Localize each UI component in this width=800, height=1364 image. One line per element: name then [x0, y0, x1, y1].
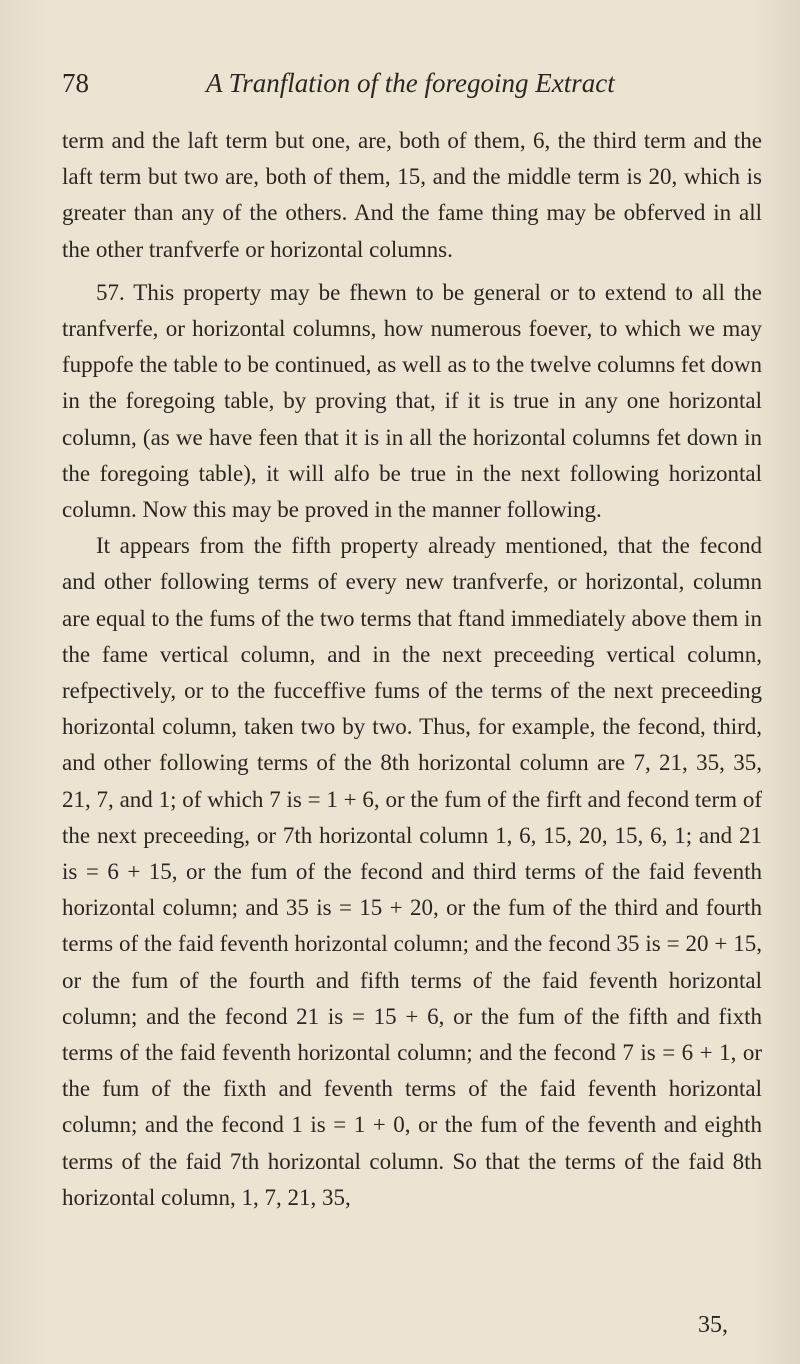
page-header — [62, 68, 762, 98]
paragraph-continuation: term and the laft term but one, are, both of them, 6, the third term and the laft term but two are, both of them, 15, and the middle term is 20, which is greater than any of the others. And the fame thing may be obferved in all the other tranfverfe or horizontal columns. — [62, 128, 762, 262]
paragraph-section-57: 57. This property may be fhewn to be general or to extend to all the tranfverfe, or horizontal columns, how numerous foever, to which we may fuppofe the table to be continued, as well as to the twelve columns fet down in the foregoing table, by proving that, if it is true in any one horizontal column, (as we have feen that it is in all the horizontal columns fet down in the foregoing table), it will alfo be true in the next following horizontal column. Now this may be proved in the manner following. — [62, 279, 762, 523]
page-number: 78 — [62, 68, 89, 98]
body-text — [62, 123, 762, 1216]
paragraph-fifth-property: It appears from the fifth property already mentioned, that the fecond and other following terms of every new tranfverfe, or horizontal, column are equal to the fums of the two terms that ftand immediately above them in the fame vertical column, and in the next preceeding vertical column, refpectively, or to the fucceffive fums of the terms of the next preceeding horizontal column, taken two by two. Thus, for example, the fecond, third, and other following terms of the 8th horizontal column are 7, 21, 35, 35, 21, 7, and 1; of which 7 is = 1 + 6, or the fum of the firft and fecond term of the next preceeding, or 7th horizontal column 1, 6, 15, 20, 15, 6, 1; and 21 is = 6 + 15, or the fum of the fecond and third terms of the faid feventh horizontal column; and 35 is = 15 + 20, or the fum of the third and fourth terms of the faid feventh horizontal column; and the fecond 35 is = 20 + 15, or the fum of the fourth and fifth terms of the faid feventh horizontal column; and the fecond 21 is = 15 + 6, or the fum of the fifth and fixth terms of the faid feventh horizontal column; and the fecond 7 is = 6 + 1, or the fum of the fixth and feventh terms of the faid feventh horizontal column; and the fecond 1 is = 1 + 0, or the fum of the feventh and eighth terms of the faid 7th horizontal column. So that the terms of the faid 8th horizontal column, 1, 7, 21, 35, — [62, 533, 762, 1210]
running-title: A Tranflation of the foregoing Extract — [206, 68, 615, 98]
catchword: 35, — [698, 1312, 728, 1338]
